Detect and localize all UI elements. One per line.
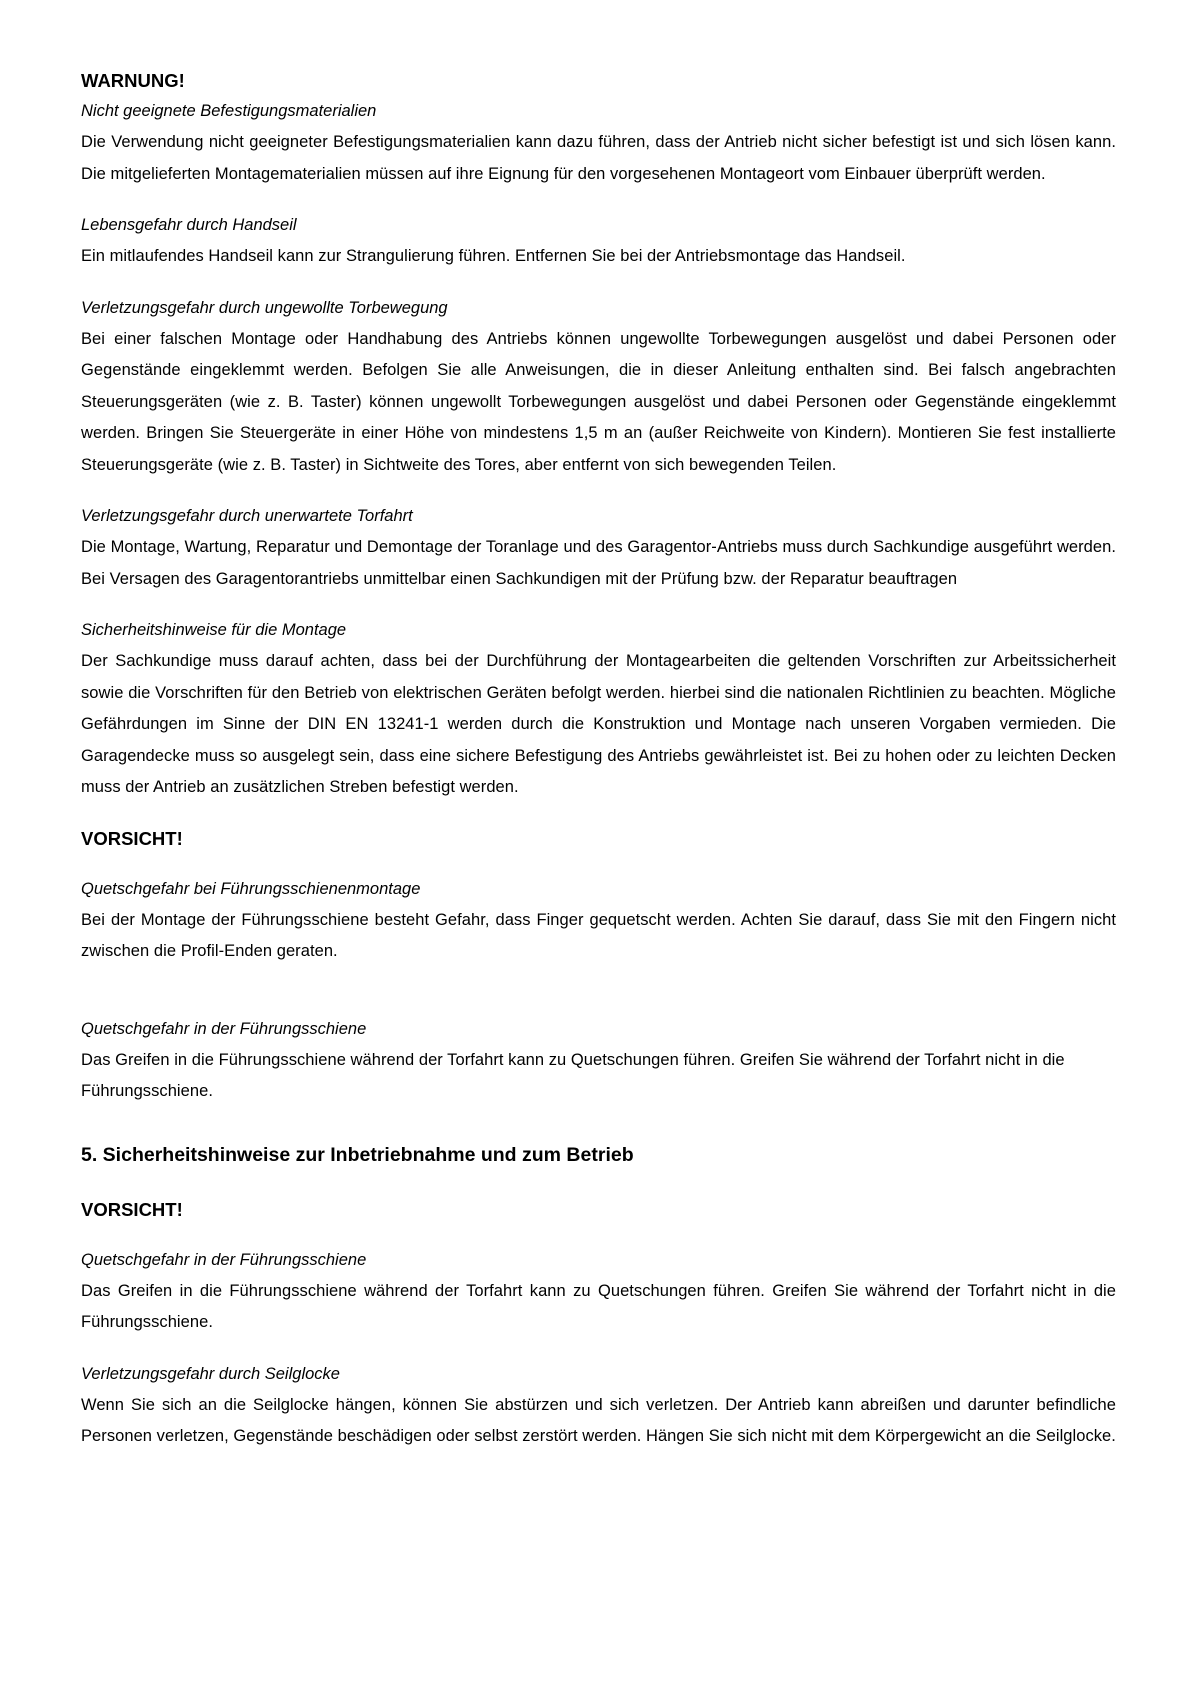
hazard-title-mounting-safety: Sicherheitshinweise für die Montage [81,621,347,639]
hazard-text-rail-pinch-operation: Das Greifen in die Führungsschiene während der Torfahrt kann zu Quetschungen führen. Greifen Sie während der Torfahrt nicht in die Führungsschiene. [81,1281,1116,1331]
warning-heading: WARNUNG! [81,70,185,91]
hazard-title-rail-pinch-operation: Quetschgefahr in der Führungsschiene [81,1250,367,1269]
hazard-text-fastening: Die Verwendung nicht geeigneter Befestigungsmaterialien kann dazu führen, dass der Antrieb nicht sicher befestigt ist und sich lösen kann. Die mitgelieferten Montagematerialien müssen auf ihre Eignung für den vorgesehenen Montageort vom Einbauer überprüft werden. [81,133,1116,183]
hazard-title-unexpected-travel: Verletzungsgefahr durch unerwartete Torfahrt [81,507,413,525]
hazard-text-rail-mounting: Bei der Montage der Führungsschiene besteht Gefahr, dass Finger gequetscht werden. Achten Sie darauf, dass Sie mit den Fingern nicht zwischen die Profil-Enden geraten. [81,910,1116,960]
hazard-title-hand-rope: Lebensgefahr durch Handseil [81,216,297,234]
hazard-text-rail-pinch: Das Greifen in die Führungsschiene während der Torfahrt kann zu Quetschungen führen. Greifen Sie während der Torfahrt nicht in die Führungsschiene. [81,1050,1065,1100]
hazard-text-unwanted-movement: Bei einer falschen Montage oder Handhabung des Antriebs können ungewollte Torbewegungen ausgelöst und dabei Personen oder Gegenstände eingeklemmt werden. Befolgen Sie alle Anweisungen, die in dieser Anleitung enthalten sind. Bei falsch angebrachten Steuerungsgeräten (wie z. B. Taster) können ungewollt Torbewegungen ausgelöst und dabei Personen oder Gegenstände eingeklemmt werden. Bringen Sie Steuergeräte in einer Höhe von mindestens 1,5 m an (außer Reichweite von Kindern). Montieren Sie fest installierte Steuerungsgeräte (wie z. B. Taster) in Sichtweite des Tores, aber entfernt von sich bewegenden Teilen. [81,329,1116,474]
hazard-title-rail-mounting: Quetschgefahr bei Führungsschienenmontage [81,879,421,898]
hazard-text-unexpected-travel: Die Montage, Wartung, Reparatur und Demontage der Toranlage und des Garagentor-Antriebs muss durch Sachkundige ausgeführt werden. Bei Versagen des Garagentorantriebs unmittelbar einen Sachkundigen mit der Prüfung bzw. der Reparatur beauftragen [81,538,1116,588]
page-content [81,66,1116,1453]
hazard-title-rope-bell: Verletzungsgefahr durch Seilglocke [81,1364,340,1383]
caution-heading-1: VORSICHT! [81,827,183,849]
hazard-title-unwanted-movement: Verletzungsgefahr durch ungewollte Torbewegung [81,298,448,317]
hazard-text-mounting-safety: Der Sachkundige muss darauf achten, dass bei der Durchführung der Montagearbeiten die geltenden Vorschriften zur Arbeitssicherheit sowie die Vorschriften für den Betrieb von elektrischen Geräten befolgt werden. hierbei sind die nationalen Richtlinien zu beachten. Mögliche Gefährdungen im Sinne der DIN EN 13241-1 werden durch die Konstruktion und Montage nach unseren Vorgaben vermieden. Die Garagendecke muss so ausgelegt sein, dass eine sichere Befestigung des Antriebs gewährleistet ist. Bei zu hohen oder zu leichten Decken muss der Antrieb an zusätzlichen Streben befestigt werden. [81,652,1116,796]
hazard-title-rail-pinch: Quetschgefahr in der Führungsschiene [81,1019,367,1038]
caution-heading-2: VORSICHT! [81,1198,183,1220]
hazard-text-hand-rope: Ein mitlaufendes Handseil kann zur Strangulierung führen. Entfernen Sie bei der Antriebsmontage das Handseil. [81,247,906,265]
hazard-title-fastening: Nicht geeignete Befestigungsmaterialien [81,102,377,120]
hazard-text-rope-bell: Wenn Sie sich an die Seilglocke hängen, können Sie abstürzen und sich verletzen. Der Antrieb kann abreißen und darunter befindliche Personen verletzen, Gegenstände beschädigen oder selbst zerstört werden. Hängen Sie sich nicht mit dem Körpergewicht an die Seilglocke. [81,1395,1116,1445]
section-5-heading: 5. Sicherheitshinweise zur Inbetriebnahme und zum Betrieb [81,1143,634,1166]
